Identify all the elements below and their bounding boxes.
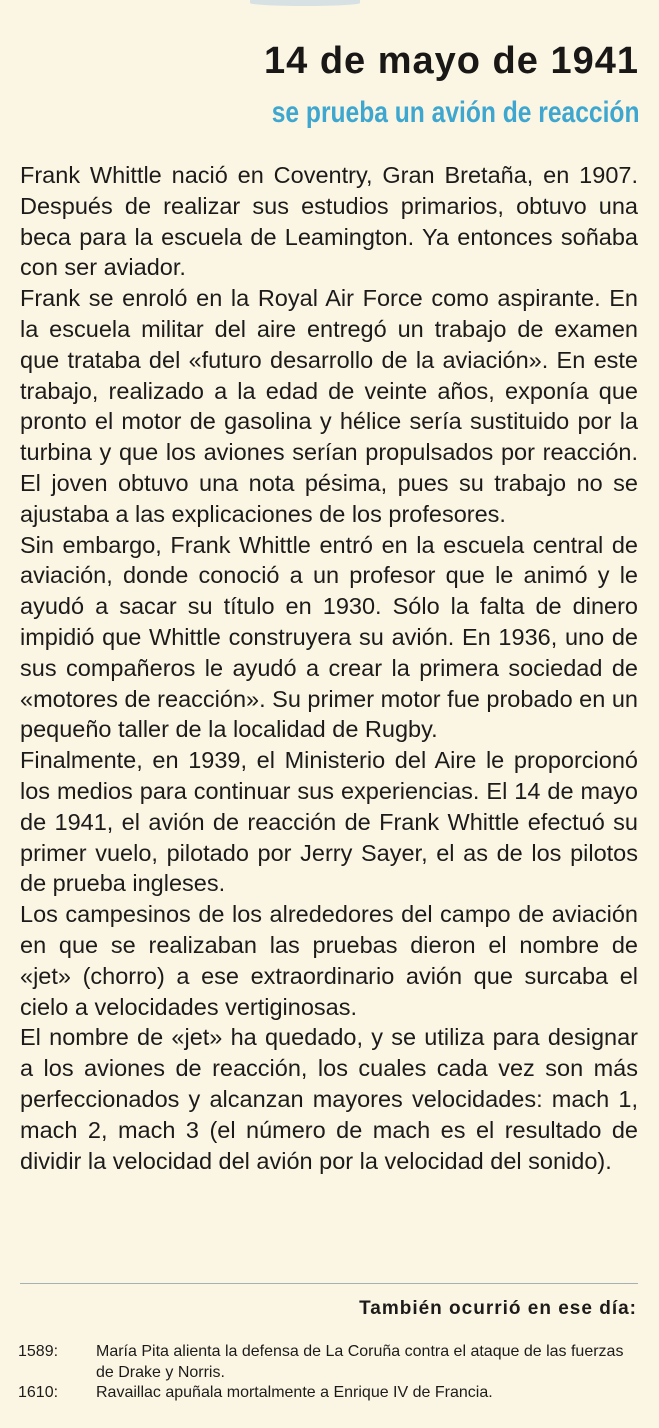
event-item <box>18 1342 640 1383</box>
event-description: Ravaillac apuñala mortalmente a Enrique IV de Francia. <box>96 1384 493 1401</box>
paragraph: Frank Whittle nació en Coventry, Gran Bretaña, en 1907. Después de realizar sus estudios primarios, obtuvo una beca para la escuela de Leamington. Ya entonces soñaba con ser aviador. <box>20 162 638 281</box>
events-list <box>18 1342 640 1404</box>
event-year: 1610: <box>18 1384 59 1401</box>
event-year: 1589: <box>18 1343 59 1360</box>
paragraph: Sin embargo, Frank Whittle entró en la escuela central de aviación, donde conoció a un profesor que le animó y le ayudó a sacar su título en 1930. Sólo la falta de dinero impidió que Whittle construyera su avión. En 1936, uno de sus compañeros le ayudó a crear la primera sociedad de «motores de reacción». Su primer motor fue probado en un pequeño taller de la localidad de Rugby. <box>20 531 638 743</box>
article-body <box>20 160 638 1176</box>
top-edge-smudge <box>250 0 360 6</box>
page-subtitle: se prueba un avión de reacción <box>271 96 639 129</box>
also-happened-heading: También ocurrió en ese día: <box>359 1298 637 1319</box>
page-title: 14 de mayo de 1941 <box>264 40 639 82</box>
section-divider <box>20 1283 638 1284</box>
paragraph: Frank se enroló en la Royal Air Force como aspirante. En la escuela militar del aire entregó un trabajo de examen que trataba del «futuro desarrollo de la aviación». En este trabajo, realizado a la edad de veinte años, exponía que pronto el motor de gasolina y hélice sería sustituido por la turbina y que los aviones serían propulsados por reacción. El joven obtuvo una nota pésima, pues su trabajo no se ajustaba a las explicaciones de los profesores. <box>20 285 638 527</box>
paragraph: Finalmente, en 1939, el Ministerio del Aire le proporcionó los medios para continuar sus experiencias. El 14 de mayo de 1941, el avión de reacción de Frank Whittle efectuó su primer vuelo, pilotado por Jerry Sayer, el as de los pilotos de prueba ingleses. <box>20 747 638 897</box>
paragraph: Los campesinos de los alrededores del campo de aviación en que se realizaban las pruebas dieron el nombre de «jet» (chorro) a ese extraordinario avión que surcaba el cielo a velocidades vertiginosas. <box>20 901 638 1020</box>
paragraph: El nombre de «jet» ha quedado, y se utiliza para designar a los aviones de reacción, los cuales cada vez son más perfeccionados y alcanzan mayores velocidades: mach 1, mach 2, mach 3 (el número de mach es el resultado de dividir la velocidad del avión por la velocidad del sonido). <box>20 1024 638 1174</box>
event-item <box>18 1383 640 1404</box>
event-description: María Pita alienta la defensa de La Coruña contra el ataque de las fuerzas de Drake y Norris. <box>96 1343 624 1381</box>
